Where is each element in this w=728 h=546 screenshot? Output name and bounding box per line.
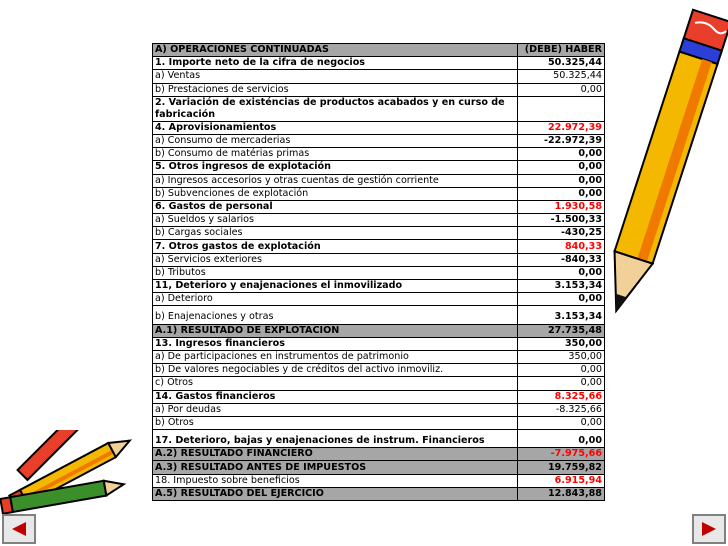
table-row — [153, 227, 605, 240]
triangle-right-icon — [700, 521, 718, 537]
row-label: A.5) RESULTADO DEL EJERCICIO — [153, 487, 518, 500]
table-row — [153, 448, 605, 461]
row-label: 6. Gastos de personal — [153, 200, 518, 213]
row-amount: 0,00 — [518, 430, 605, 448]
row-amount: 22.972,39 — [518, 121, 605, 134]
table-row — [153, 377, 605, 390]
row-amount: 27.735,48 — [518, 324, 605, 337]
row-label: b) De valores negociables y de créditos del activo inmoviliz. — [153, 364, 518, 377]
table-row — [153, 200, 605, 213]
row-amount: -1.500,33 — [518, 214, 605, 227]
table-row — [153, 390, 605, 403]
row-amount: 350,00 — [518, 350, 605, 363]
table-row — [153, 83, 605, 96]
row-amount: 3.153,34 — [518, 306, 605, 324]
row-label: 18. Impuesto sobre beneficios — [153, 474, 518, 487]
row-label: 17. Deterioro, bajas y enajenaciones de instrum. Financieros — [153, 430, 518, 448]
income-statement-table — [152, 43, 605, 501]
row-label: 2. Variación de existéncias de productos acabados y en curso de fabricación — [153, 96, 518, 121]
row-amount: 0,00 — [518, 187, 605, 200]
previous-slide-button[interactable] — [2, 514, 36, 544]
table-row — [153, 487, 605, 500]
table-row — [153, 253, 605, 266]
table-row — [153, 403, 605, 416]
row-amount — [518, 96, 605, 121]
table-row — [153, 187, 605, 200]
row-amount: 0,00 — [518, 174, 605, 187]
row-label: 14. Gastos financieros — [153, 390, 518, 403]
row-label: A.3) RESULTADO ANTES DE IMPUESTOS — [153, 461, 518, 474]
row-label: a) Servicios exteriores — [153, 253, 518, 266]
table-row — [153, 266, 605, 279]
row-label: a) Por deudas — [153, 403, 518, 416]
row-amount: 0,00 — [518, 148, 605, 161]
table-row — [153, 461, 605, 474]
row-label: c) Otros — [153, 377, 518, 390]
table-row — [153, 70, 605, 83]
row-amount: 1.930,58 — [518, 200, 605, 213]
row-label: b) Enajenaciones y otras — [153, 306, 518, 324]
table-header-row — [153, 44, 605, 57]
row-label: 1. Importe neto de la cifra de negocios — [153, 57, 518, 70]
header-amount: (DEBE) HABER — [518, 44, 605, 57]
table-row — [153, 293, 605, 306]
row-label: A.2) RESULTADO FINANCIERO — [153, 448, 518, 461]
row-label: b) Prestaciones de servicios — [153, 83, 518, 96]
row-amount: -430,25 — [518, 227, 605, 240]
table-row — [153, 337, 605, 350]
row-amount: 8.325,66 — [518, 390, 605, 403]
table-row — [153, 364, 605, 377]
row-label: b) Subvenciones de explotación — [153, 187, 518, 200]
table-row — [153, 280, 605, 293]
row-amount: 50.325,44 — [518, 57, 605, 70]
row-label: a) Ingresos accesorios y otras cuentas de gestión corriente — [153, 174, 518, 187]
table-row — [153, 430, 605, 448]
row-label: 11, Deterioro y enajenaciones el inmovilizado — [153, 280, 518, 293]
row-label: b) Consumo de matérias primas — [153, 148, 518, 161]
row-amount: 12.843,88 — [518, 487, 605, 500]
table-row — [153, 121, 605, 134]
row-amount: 0,00 — [518, 377, 605, 390]
next-slide-button[interactable] — [692, 514, 726, 544]
table-row — [153, 416, 605, 429]
row-label: b) Cargas sociales — [153, 227, 518, 240]
table-row — [153, 57, 605, 70]
table-row — [153, 474, 605, 487]
table-row — [153, 96, 605, 121]
row-amount: -8.325,66 — [518, 403, 605, 416]
row-label: 7. Otros gastos de explotación — [153, 240, 518, 253]
row-amount: 50.325,44 — [518, 70, 605, 83]
row-amount: 19.759,82 — [518, 461, 605, 474]
row-label: 4. Aprovisionamientos — [153, 121, 518, 134]
triangle-left-icon — [10, 521, 28, 537]
row-label: a) Consumo de mercaderias — [153, 134, 518, 147]
row-amount: -7.975,66 — [518, 448, 605, 461]
table-row — [153, 134, 605, 147]
row-label: a) Sueldos y salarios — [153, 214, 518, 227]
row-amount: 6.915,94 — [518, 474, 605, 487]
table-row — [153, 324, 605, 337]
table-row — [153, 174, 605, 187]
row-amount: 840,33 — [518, 240, 605, 253]
row-label: a) Deterioro — [153, 293, 518, 306]
table-row — [153, 240, 605, 253]
row-label: a) De participaciones en instrumentos de patrimonio — [153, 350, 518, 363]
row-label: 13. Ingresos financieros — [153, 337, 518, 350]
row-amount: 0,00 — [518, 161, 605, 174]
header-label: A) OPERACIONES CONTINUADAS — [153, 44, 518, 57]
table-row — [153, 148, 605, 161]
table-row — [153, 306, 605, 324]
row-amount: -840,33 — [518, 253, 605, 266]
row-label: b) Tributos — [153, 266, 518, 279]
table-row — [153, 350, 605, 363]
row-amount: 0,00 — [518, 293, 605, 306]
row-amount: 350,00 — [518, 337, 605, 350]
pencils-clipart-icon — [0, 430, 158, 515]
row-amount: 0,00 — [518, 364, 605, 377]
row-amount: 0,00 — [518, 266, 605, 279]
row-label: a) Ventas — [153, 70, 518, 83]
row-amount: -22.972,39 — [518, 134, 605, 147]
row-label: 5. Otros ingresos de explotación — [153, 161, 518, 174]
row-label: A.1) RESULTADO DE EXPLOTACIÓN — [153, 324, 518, 337]
row-label: b) Otros — [153, 416, 518, 429]
row-amount: 0,00 — [518, 416, 605, 429]
row-amount: 3.153,34 — [518, 280, 605, 293]
table-row — [153, 214, 605, 227]
row-amount: 0,00 — [518, 83, 605, 96]
table-row — [153, 161, 605, 174]
pencil-clipart-icon — [596, 0, 728, 345]
